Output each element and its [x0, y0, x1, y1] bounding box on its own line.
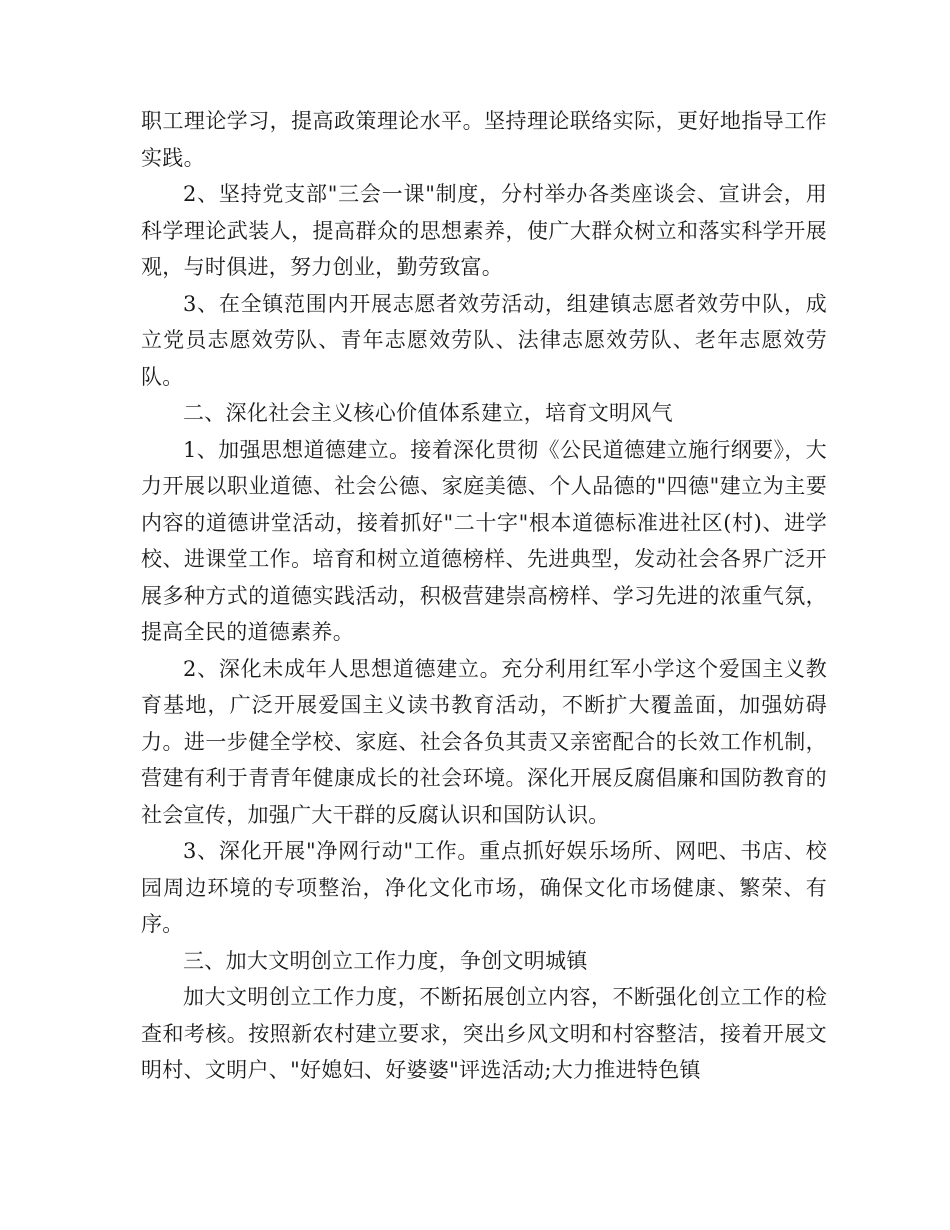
- section-heading-3: 三、加大文明创立工作力度，争创文明城镇: [183, 948, 588, 973]
- document-page: [141, 103, 827, 1089]
- paragraph-7: 加大文明创立工作力度，不断拓展创立内容，不断强化创立工作的检查和考核。按照新农村建立要求，突出乡风文明和村容整洁，接着开展文明村、文明户、"好媳妇、好婆婆"评选活动;大力推进特色镇: [141, 985, 827, 1082]
- section-heading-2: 二、深化社会主义核心价值体系建立，培育文明风气: [183, 401, 673, 425]
- paragraph-3: 3、在全镇范围内开展志愿者效劳活动，组建镇志愿者效劳中队，成立党员志愿效劳队、青年志愿效劳队、法律志愿效劳队、老年志愿效劳队。: [141, 291, 827, 389]
- paragraph-5: 2、深化未成年人思想道德建立。充分利用红军小学这个爱国主义教育基地，广泛开展爱国主义读书教育活动，不断扩大覆盖面，加强妨碍力。进一步健全学校、家庭、社会各负其责又亲密配合的长效工作机制，营建有利于青青年健康成长的社会环境。深化开展反腐倡廉和国防教育的社会宣传，加强广大干群的反腐认识和国防认识。: [141, 656, 827, 827]
- paragraph-6: 3、深化开展"净网行动"工作。重点抓好娱乐场所、网吧、书店、校园周边环境的专项整治，净化文化市场，确保文化市场健康、繁荣、有序。: [141, 839, 827, 936]
- paragraph-4: 1、加强思想道德建立。接着深化贯彻《公民道德建立施行纲要》，大力开展以职业道德、社会公德、家庭美德、个人品德的"四德"建立为主要内容的道德讲堂活动，接着抓好"二十字"根本道德标准进社区(村)、进学校、进课堂工作。培育和树立道德榜样、先进典型，发动社会各界广泛开展多种方式的道德实践活动，积极营建崇高榜样、学习先进的浓重气氛，提高全民的道德素养。: [141, 437, 827, 644]
- paragraph-2: 2、坚持党支部"三会一课"制度，分村举办各类座谈会、宣讲会，用科学理论武装人，提高群众的思想素养，使广大群众树立和落实科学开展观，与时俱进，努力创业，勤劳致富。: [141, 182, 827, 279]
- paragraph-1: 职工理论学习，提高政策理论水平。坚持理论联络实际，更好地指导工作实践。: [141, 109, 827, 170]
